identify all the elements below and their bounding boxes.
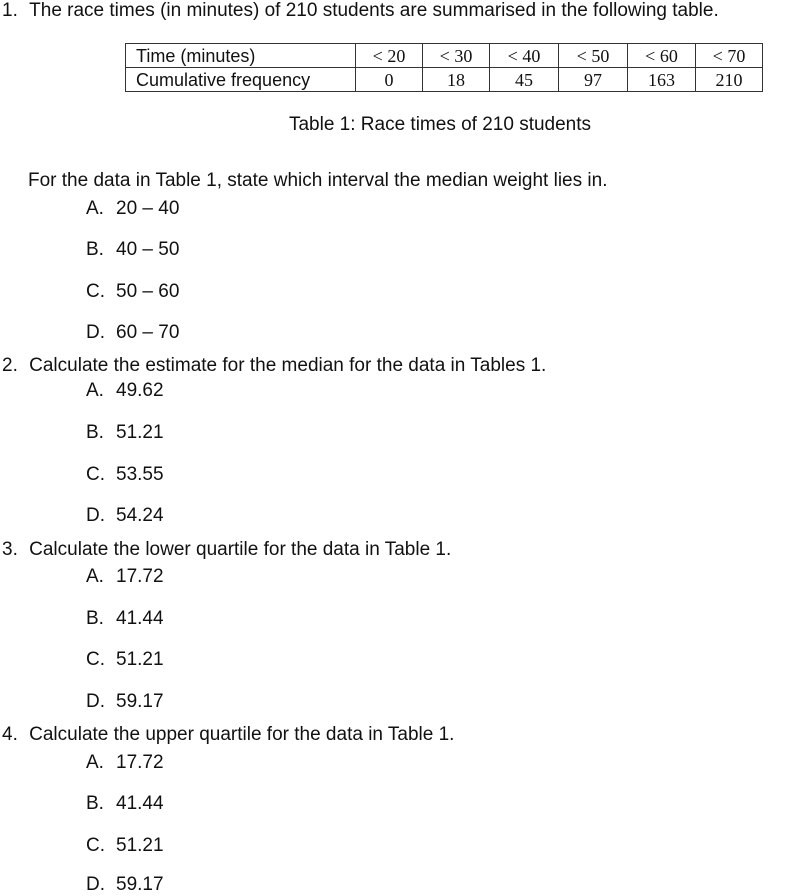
table-cell: < 60 [628, 44, 696, 68]
option-letter: D. [86, 505, 105, 526]
option-text: 59.17 [116, 691, 164, 712]
question-4-text: Calculate the upper quartile for the data in Table 1. [29, 724, 455, 745]
option-text: 59.17 [116, 874, 164, 895]
row-header-cumulative-frequency: Cumulative frequency [126, 68, 356, 92]
question-2-option-d[interactable] [86, 505, 164, 527]
table-row-time [126, 44, 763, 68]
table-cell: 45 [490, 68, 559, 92]
question-1-option-d[interactable] [86, 322, 179, 344]
option-letter: D. [86, 874, 105, 895]
question-3-text: Calculate the lower quartile for the data in Table 1. [29, 539, 452, 560]
option-text: 51.21 [116, 835, 164, 856]
option-letter: B. [86, 793, 104, 814]
question-1-text: For the data in Table 1, state which interval the median weight lies in. [28, 170, 608, 191]
question-3-number: 3. [2, 539, 18, 560]
table-cell: 18 [423, 68, 490, 92]
table-caption: Table 1: Race times of 210 students [288, 114, 592, 135]
option-letter: A. [86, 380, 104, 401]
option-letter: C. [86, 464, 105, 485]
question-1-intro [2, 0, 719, 22]
table-cell: 97 [559, 68, 628, 92]
option-text: 17.72 [116, 566, 164, 587]
table-cell: < 70 [696, 44, 763, 68]
row-header-time: Time (minutes) [126, 44, 356, 68]
question-4-option-d[interactable] [86, 874, 164, 896]
option-text: 50 – 60 [116, 281, 180, 302]
table-cell: < 30 [423, 44, 490, 68]
option-letter: A. [86, 198, 104, 219]
question-4-option-c[interactable] [86, 835, 164, 857]
question-1-intro-text: The race times (in minutes) of 210 students are summarised in the following table. [29, 0, 719, 21]
table-cell: < 20 [356, 44, 423, 68]
option-letter: D. [86, 322, 105, 343]
question-2-text: Calculate the estimate for the median for the data in Tables 1. [29, 355, 547, 376]
option-text: 51.21 [116, 422, 164, 443]
question-3-option-a[interactable] [86, 566, 164, 588]
option-letter: B. [86, 422, 104, 443]
option-letter: A. [86, 752, 104, 773]
question-1-option-c[interactable] [86, 281, 179, 303]
table-cell: < 40 [490, 44, 559, 68]
question-2 [2, 355, 546, 377]
question-2-option-c[interactable] [86, 464, 164, 486]
option-text: 51.21 [116, 649, 164, 670]
option-text: 41.44 [116, 793, 164, 814]
question-1-option-a[interactable] [86, 198, 179, 220]
table-cell: < 50 [559, 44, 628, 68]
option-letter: C. [86, 835, 105, 856]
table-cell: 163 [628, 68, 696, 92]
question-4 [2, 724, 454, 746]
question-3-option-c[interactable] [86, 649, 164, 671]
question-3-option-d[interactable] [86, 691, 164, 713]
race-times-table [125, 43, 763, 92]
option-text: 41.44 [116, 608, 164, 629]
table-cell: 210 [696, 68, 763, 92]
option-letter: B. [86, 608, 104, 629]
option-text: 54.24 [116, 505, 164, 526]
question-2-option-b[interactable] [86, 422, 164, 444]
option-letter: D. [86, 691, 105, 712]
question-4-number: 4. [2, 724, 18, 745]
question-2-number: 2. [2, 355, 18, 376]
option-text: 17.72 [116, 752, 164, 773]
question-3 [2, 539, 451, 561]
option-text: 49.62 [116, 380, 164, 401]
option-text: 20 – 40 [116, 198, 180, 219]
option-text: 60 – 70 [116, 322, 180, 343]
option-text: 40 – 50 [116, 239, 180, 260]
question-4-option-a[interactable] [86, 752, 164, 774]
table-cell: 0 [356, 68, 423, 92]
question-2-option-a[interactable] [86, 380, 164, 402]
question-1-option-b[interactable] [86, 239, 179, 261]
question-1-number: 1. [2, 0, 18, 21]
option-letter: C. [86, 649, 105, 670]
option-letter: C. [86, 281, 105, 302]
option-letter: B. [86, 239, 104, 260]
question-3-option-b[interactable] [86, 608, 164, 630]
table-row-cumulative-frequency [126, 68, 763, 92]
question-4-option-b[interactable] [86, 793, 164, 815]
option-letter: A. [86, 566, 104, 587]
option-text: 53.55 [116, 464, 164, 485]
